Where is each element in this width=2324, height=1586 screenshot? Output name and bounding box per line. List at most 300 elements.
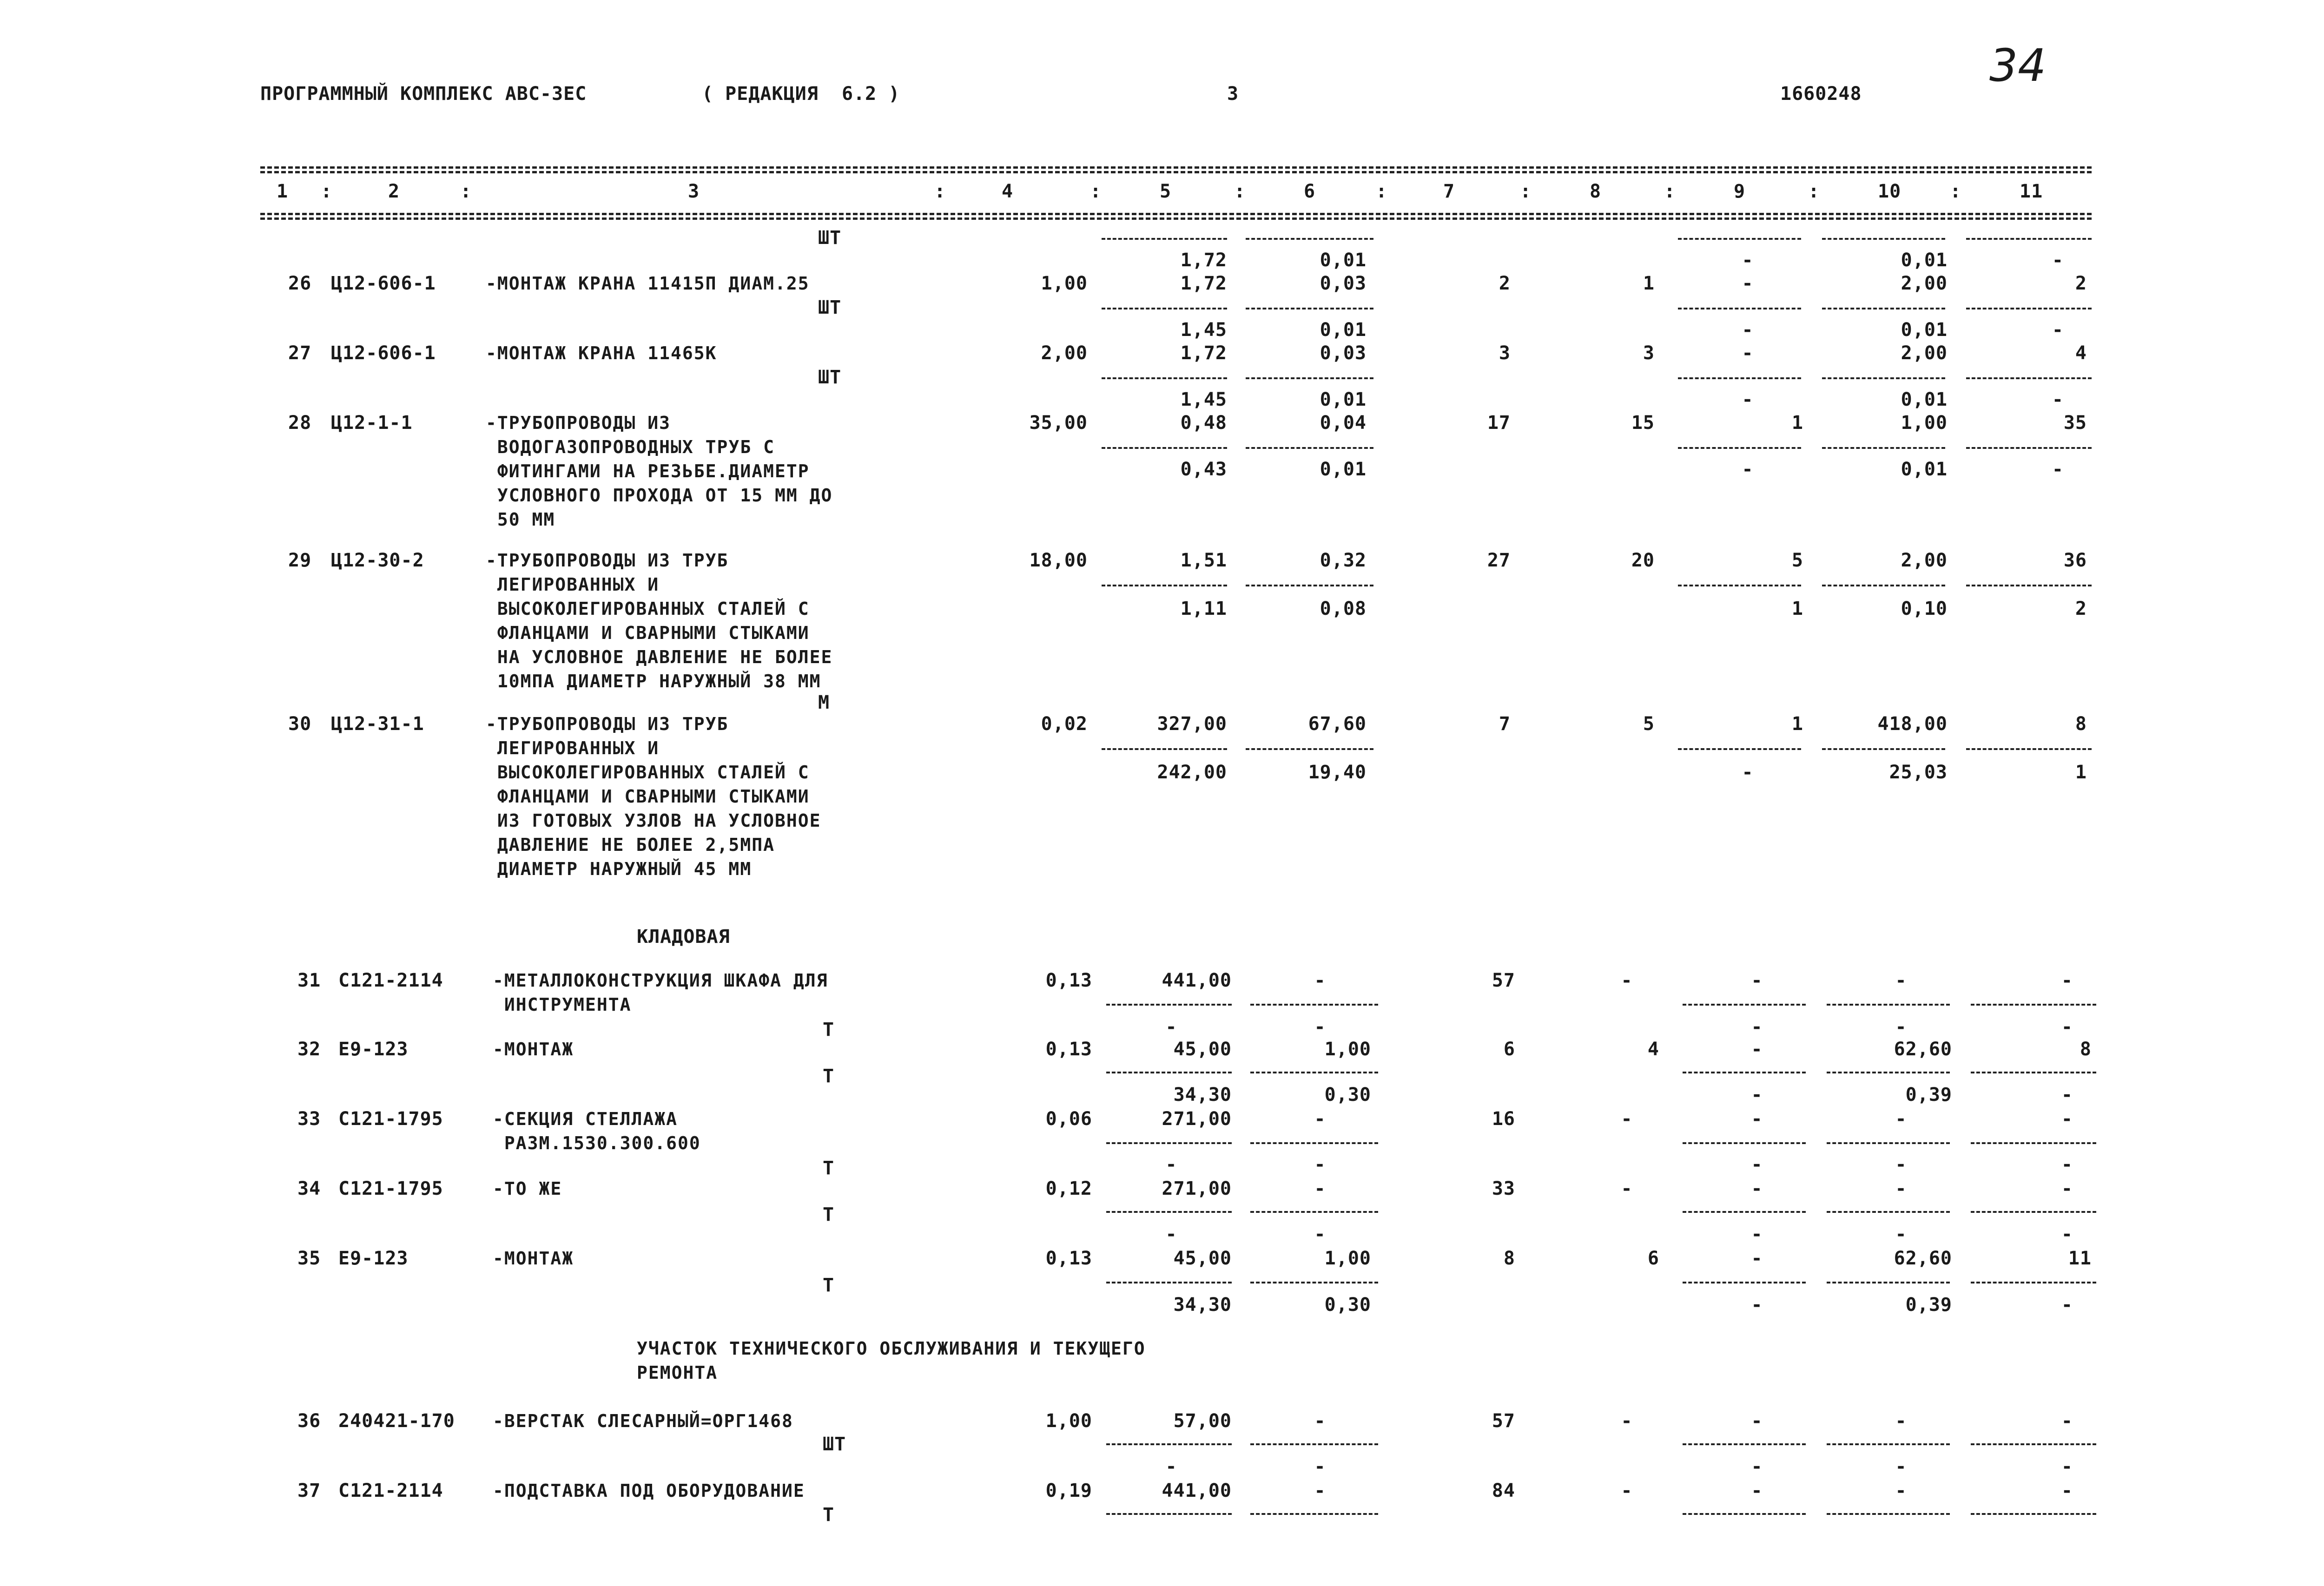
rule [1827, 1142, 1950, 1144]
row-code: С121-1795 [338, 1178, 443, 1199]
row-unit: Т [823, 1504, 835, 1526]
row-code: С121-2114 [338, 970, 443, 991]
cell-col9-bottom: - [1751, 1294, 1763, 1316]
col-sep: : [1376, 181, 1388, 202]
col-sep: : [1090, 181, 1102, 202]
row-code: Ц12-606-1 [331, 273, 436, 294]
header-rule-top [260, 166, 2092, 169]
cell-col9: - [1751, 970, 1763, 991]
cell-col10-bottom: 0,39 [1905, 1294, 1952, 1316]
cell-col9: - [1751, 1178, 1763, 1199]
cell-col10: 418,00 [1877, 713, 1948, 735]
cell-col5: 45,00 [1173, 1039, 1232, 1060]
rule [1827, 1513, 1950, 1515]
cell-col8: 3 [1643, 342, 1655, 364]
cell-col10-top: 0,01 [1901, 319, 1948, 341]
row-number: 35 [297, 1248, 321, 1269]
cell-col5-bottom: 0,43 [1180, 459, 1227, 480]
rule [1106, 1004, 1232, 1006]
cell-col6-top: 0,01 [1320, 250, 1367, 271]
cell-col5: 327,00 [1157, 713, 1227, 735]
rule [1106, 1513, 1232, 1515]
program-title: ПРОГРАММНЫЙ КОМПЛЕКС АВС-3ЕС [260, 83, 587, 105]
rule [1106, 1072, 1232, 1073]
cell-col4: 0,19 [1045, 1480, 1092, 1501]
row-description: -ПОДСТАВКА ПОД ОБОРУДОВАНИЕ [493, 1481, 805, 1501]
row-code: Е9-123 [338, 1248, 409, 1269]
rule [1102, 447, 1227, 449]
row-code: Ц12-1-1 [331, 412, 413, 434]
cell-col11: 4 [2075, 342, 2087, 364]
cell-col5-top: - [1165, 1016, 1177, 1038]
cell-col11-bottom: - [2061, 1294, 2073, 1316]
cell-col5: 0,48 [1180, 412, 1227, 434]
cell-col9: - [1751, 1410, 1763, 1432]
cell-col10: 62,60 [1894, 1248, 1952, 1269]
rule [1971, 1142, 2096, 1144]
cell-col6: 0,04 [1320, 412, 1367, 434]
col-10: 10 [1878, 181, 1901, 202]
cell-col5-top: - [1165, 1154, 1177, 1175]
cell-col6-bottom: 0,30 [1324, 1294, 1371, 1316]
cell-col9: 5 [1791, 550, 1803, 571]
cell-col8: - [1621, 1178, 1633, 1199]
col-3: 3 [688, 181, 700, 202]
cell-col10: - [1895, 970, 1907, 991]
cell-col4: 18,00 [1029, 550, 1088, 571]
rule [1678, 585, 1801, 586]
rule [1678, 748, 1801, 750]
cell-col5: 1,51 [1180, 550, 1227, 571]
cell-col8: - [1621, 1480, 1633, 1501]
cell-col6: 0,32 [1320, 550, 1367, 571]
rule [1250, 1443, 1378, 1445]
cell-col8: - [1621, 1410, 1633, 1432]
row-number: 32 [297, 1039, 321, 1060]
row-number: 31 [297, 970, 321, 991]
col-sep: : [1664, 181, 1676, 202]
rule [1250, 1513, 1378, 1515]
cell-col10-top: - [1895, 1456, 1907, 1477]
cell-col4: 0,06 [1045, 1108, 1092, 1130]
cell-col11-top: - [2061, 1224, 2073, 1245]
row-code: Ц12-31-1 [331, 713, 424, 735]
cell-col7: 27 [1487, 550, 1511, 571]
cell-col5-bottom: 34,30 [1173, 1084, 1232, 1106]
rule [1106, 1211, 1232, 1213]
cell-col9: - [1751, 1108, 1763, 1130]
cell-col5-top: - [1165, 1456, 1177, 1477]
cell-col11: 35 [2063, 412, 2087, 434]
cell-col6-top: 0,01 [1320, 389, 1367, 410]
rule [1246, 238, 1373, 240]
rule [1683, 1513, 1806, 1515]
cell-col5-bottom: 242,00 [1157, 762, 1227, 783]
row-description: -ТО ЖЕ [493, 1178, 562, 1199]
cell-col7: 84 [1492, 1480, 1515, 1501]
row-description: -ТРУБОПРОВОДЫ ИЗ ТРУБ ЛЕГИРОВАННЫХ И ВЫСОКОЛЕГИРОВАННЫХ СТАЛЕЙ С ФЛАНЦАМИ И СВАРНЫМИ СТЫКАМИ ИЗ ГОТОВЫХ УЗЛОВ НА УСЛОВНОЕ ДАВЛЕНИЕ НЕ БОЛЕЕ 2,5МПА ДИАМЕТР НАРУЖНЫЙ 45 ММ [486, 714, 821, 879]
row-description: -ТРУБОПРОВОДЫ ИЗ ТРУБ ЛЕГИРОВАННЫХ И ВЫСОКОЛЕГИРОВАННЫХ СТАЛЕЙ С ФЛАНЦАМИ И СВАРНЫМИ СТЫКАМИ НА УСЛОВНОЕ ДАВЛЕНИЕ НЕ БОЛЕЕ 10МПА ДИАМЕТР НАРУЖНЫЙ 38 ММ [486, 550, 833, 691]
cell-col11-top: - [2052, 389, 2064, 410]
cell-col9: 1 [1791, 412, 1803, 434]
cell-col9-top: - [1751, 1016, 1763, 1038]
cell-col5-top: 1,45 [1180, 319, 1227, 341]
rule [1971, 1282, 2096, 1283]
rule [1102, 748, 1227, 750]
cell-col4: 0,12 [1045, 1178, 1092, 1199]
row-description: -МОНТАЖ [493, 1039, 574, 1060]
cell-col6: 1,00 [1324, 1248, 1371, 1269]
rule [1966, 585, 2092, 586]
cell-col5: 1,72 [1180, 342, 1227, 364]
row-number: 29 [288, 550, 312, 571]
cell-col7: 57 [1492, 1410, 1515, 1432]
rule [1966, 308, 2092, 309]
col-sep: : [934, 181, 946, 202]
rule [1102, 377, 1227, 379]
row-code: С121-1795 [338, 1108, 443, 1130]
row-unit: ШТ [818, 367, 842, 388]
cell-col6: - [1314, 1108, 1326, 1130]
cell-col10-bottom: 25,03 [1889, 762, 1948, 783]
col-4: 4 [1002, 181, 1014, 202]
rule [1827, 1211, 1950, 1213]
rule [1822, 447, 1945, 449]
rule [1246, 447, 1373, 449]
rule [1250, 1004, 1378, 1006]
cell-col8: 4 [1647, 1039, 1659, 1060]
rule [1971, 1211, 2096, 1213]
row-number: 30 [288, 713, 312, 735]
cell-col9-bottom: - [1742, 762, 1754, 783]
cell-col11-top: - [2061, 1154, 2073, 1175]
col-5: 5 [1160, 181, 1172, 202]
cell-col11-bottom: - [2052, 459, 2064, 480]
rule [1822, 238, 1945, 240]
rule [1683, 1211, 1806, 1213]
cell-col6: - [1314, 1178, 1326, 1199]
cell-col9-top: - [1742, 319, 1754, 341]
section-heading: КЛАДОВАЯ [637, 926, 730, 948]
cell-col10-top: 0,01 [1901, 250, 1948, 271]
cell-col7: 7 [1499, 713, 1511, 735]
col-sep: : [1950, 181, 1962, 202]
row-code: С121-2114 [338, 1480, 443, 1501]
rule [1966, 238, 2092, 240]
cell-col5: 441,00 [1162, 1480, 1232, 1501]
col-11: 11 [2020, 181, 2043, 202]
row-unit: ШТ [818, 227, 842, 249]
rule [1678, 377, 1801, 379]
row-number: 34 [297, 1178, 321, 1199]
rule [1971, 1443, 2096, 1445]
cell-col7: 16 [1492, 1108, 1515, 1130]
cell-col11: - [2061, 1480, 2073, 1501]
row-description: -МЕТАЛЛОКОНСТРУКЦИЯ ШКАФА ДЛЯ ИНСТРУМЕНТА [493, 970, 828, 1015]
document-code: 1660248 [1780, 83, 1862, 105]
cell-col6: 67,60 [1308, 713, 1367, 735]
cell-col5: 441,00 [1162, 970, 1232, 991]
cell-col7: 17 [1487, 412, 1511, 434]
row-number: 28 [288, 412, 312, 434]
col-6: 6 [1304, 181, 1316, 202]
rule [1246, 748, 1373, 750]
row-number: 27 [288, 342, 312, 364]
cell-col11-top: - [2061, 1016, 2073, 1038]
cell-col7: 6 [1503, 1039, 1515, 1060]
rule [1683, 1142, 1806, 1144]
col-7: 7 [1443, 181, 1455, 202]
cell-col6-bottom: 0,30 [1324, 1084, 1371, 1106]
edition-label: ( РЕДАКЦИЯ 6.2 ) [702, 83, 900, 105]
cell-col7: 8 [1503, 1248, 1515, 1269]
rule [1246, 585, 1373, 586]
cell-col9: - [1751, 1039, 1763, 1060]
cell-col9-bottom: 1 [1791, 598, 1803, 619]
row-description: -МОНТАЖ КРАНА 11415П ДИАМ.25 [486, 273, 810, 294]
cell-col11: 11 [2068, 1248, 2092, 1269]
rule [1827, 1443, 1950, 1445]
col-9: 9 [1734, 181, 1746, 202]
row-code: Е9-123 [338, 1039, 409, 1060]
cell-col5-top: 1,72 [1180, 250, 1227, 271]
col-sep: : [321, 181, 333, 202]
cell-col6: - [1314, 970, 1326, 991]
cell-col8: 6 [1647, 1248, 1659, 1269]
cell-col10: - [1895, 1480, 1907, 1501]
cell-col9-top: - [1751, 1224, 1763, 1245]
cell-col11: - [2061, 970, 2073, 991]
cell-col10-top: 0,01 [1901, 389, 1948, 410]
cell-col8: - [1621, 1108, 1633, 1130]
cell-col11: - [2061, 1178, 2073, 1199]
rule [1966, 748, 2092, 750]
cell-col9: 1 [1791, 713, 1803, 735]
rule [1246, 308, 1373, 309]
row-code: Ц12-606-1 [331, 342, 436, 364]
cell-col8: 1 [1643, 273, 1655, 294]
cell-col6-top: - [1314, 1016, 1326, 1038]
row-unit: Т [823, 1019, 835, 1040]
cell-col11-top: - [2052, 250, 2064, 271]
cell-col6: - [1314, 1410, 1326, 1432]
cell-col4: 0,13 [1045, 1039, 1092, 1060]
cell-col5: 271,00 [1162, 1178, 1232, 1199]
cell-col5-top: 1,45 [1180, 389, 1227, 410]
cell-col4: 1,00 [1041, 273, 1088, 294]
rule [1971, 1004, 2096, 1006]
cell-col9: - [1751, 1480, 1763, 1501]
col-8: 8 [1590, 181, 1602, 202]
cell-col10-top: - [1895, 1016, 1907, 1038]
rule [1106, 1443, 1232, 1445]
row-number: 26 [288, 273, 312, 294]
cell-col10-top: - [1895, 1224, 1907, 1245]
cell-col10-top: - [1895, 1154, 1907, 1175]
cell-col6-bottom: 0,08 [1320, 598, 1367, 619]
cell-col8: 20 [1631, 550, 1655, 571]
cell-col4: 1,00 [1045, 1410, 1092, 1432]
cell-col11: 8 [2075, 713, 2087, 735]
cell-col11-top: - [2052, 319, 2064, 341]
row-unit: ШТ [818, 297, 842, 318]
cell-col9-top: - [1742, 389, 1754, 410]
cell-col9: - [1751, 1248, 1763, 1269]
cell-col6-top: - [1314, 1154, 1326, 1175]
rule [1106, 1142, 1232, 1144]
rule [1683, 1443, 1806, 1445]
cell-col7: 57 [1492, 970, 1515, 991]
row-unit: М [818, 692, 830, 713]
col-sep: : [460, 181, 472, 202]
rule [1102, 308, 1227, 309]
cell-col5: 45,00 [1173, 1248, 1232, 1269]
cell-col10: 62,60 [1894, 1039, 1952, 1060]
cell-col11: - [2061, 1108, 2073, 1130]
rule [1250, 1072, 1378, 1073]
cell-col11-bottom: - [2061, 1084, 2073, 1106]
col-1: 1 [277, 181, 289, 202]
cell-col6: 0,03 [1320, 342, 1367, 364]
cell-col6-top: 0,01 [1320, 319, 1367, 341]
row-unit: Т [823, 1204, 835, 1225]
row-code: 240421-170 [338, 1410, 455, 1432]
rule [1822, 377, 1945, 379]
cell-col4: 0,13 [1045, 970, 1092, 991]
rule [1827, 1004, 1950, 1006]
row-description: -СЕКЦИЯ СТЕЛЛАЖА РАЗМ.1530.300.600 [493, 1109, 701, 1153]
cell-col9: - [1742, 273, 1754, 294]
cell-col10: - [1895, 1178, 1907, 1199]
rule [1683, 1004, 1806, 1006]
cell-col10-bottom: 0,10 [1901, 598, 1948, 619]
cell-col6: 1,00 [1324, 1039, 1371, 1060]
cell-col10: - [1895, 1410, 1907, 1432]
row-number: 36 [297, 1410, 321, 1432]
cell-col11: - [2061, 1410, 2073, 1432]
row-unit: ШТ [823, 1434, 846, 1455]
row-unit: Т [823, 1066, 835, 1087]
cell-col6-top: - [1314, 1224, 1326, 1245]
cell-col5-top: - [1165, 1224, 1177, 1245]
cell-col11: 8 [2080, 1039, 2092, 1060]
cell-col10: - [1895, 1108, 1907, 1130]
page-number: 3 [1227, 83, 1239, 105]
row-description: -ТРУБОПРОВОДЫ ИЗ ВОДОГАЗОПРОВОДНЫХ ТРУБ С ФИТИНГАМИ НА РЕЗЬБЕ.ДИАМЕТР УСЛОВНОГО ПРОХОДА ОТ 15 ММ ДО 50 ММ [486, 413, 833, 530]
rule [1683, 1282, 1806, 1283]
cell-col9: - [1742, 342, 1754, 364]
row-code: Ц12-30-2 [331, 550, 424, 571]
rule [1822, 585, 1945, 586]
cell-col9-top: - [1742, 250, 1754, 271]
cell-col10: 2,00 [1901, 550, 1948, 571]
cell-col5-bottom: 1,11 [1180, 598, 1227, 619]
cell-col11-bottom: 2 [2075, 598, 2087, 619]
row-number: 33 [297, 1108, 321, 1130]
cell-col11: 36 [2063, 550, 2087, 571]
cell-col6-bottom: 19,40 [1308, 762, 1367, 783]
header-rule-bottom-2 [260, 217, 2092, 220]
rule [1102, 238, 1227, 240]
cell-col4: 35,00 [1029, 412, 1088, 434]
col-2: 2 [388, 181, 400, 202]
cell-col10: 2,00 [1901, 342, 1948, 364]
cell-col8: - [1621, 970, 1633, 991]
cell-col7: 2 [1499, 273, 1511, 294]
cell-col6: - [1314, 1480, 1326, 1501]
rule [1250, 1282, 1378, 1283]
cell-col11-top: - [2061, 1456, 2073, 1477]
cell-col8: 5 [1643, 713, 1655, 735]
cell-col8: 15 [1631, 412, 1655, 434]
rule [1678, 308, 1801, 309]
row-unit: Т [823, 1275, 835, 1296]
row-unit: Т [823, 1158, 835, 1179]
cell-col6: 0,03 [1320, 273, 1367, 294]
rule [1966, 447, 2092, 449]
rule [1966, 377, 2092, 379]
cell-col7: 33 [1492, 1178, 1515, 1199]
cell-col5: 1,72 [1180, 273, 1227, 294]
cell-col10-bottom: 0,01 [1901, 459, 1948, 480]
handwritten-page-number: 34 [1989, 39, 2047, 92]
rule [1971, 1072, 2096, 1073]
section-heading: УЧАСТОК ТЕХНИЧЕСКОГО ОБСЛУЖИВАНИЯ И ТЕКУЩЕГО РЕМОНТА [637, 1338, 1146, 1383]
cell-col6-bottom: 0,01 [1320, 459, 1367, 480]
rule [1827, 1282, 1950, 1283]
rule [1678, 238, 1801, 240]
cell-col4: 2,00 [1041, 342, 1088, 364]
cell-col5: 57,00 [1173, 1410, 1232, 1432]
row-description: -МОНТАЖ КРАНА 11465К [486, 343, 717, 363]
cell-col5-bottom: 34,30 [1173, 1294, 1232, 1316]
col-sep: : [1234, 181, 1246, 202]
cell-col6-top: - [1314, 1456, 1326, 1477]
col-sep: : [1808, 181, 1820, 202]
cell-col4: 0,02 [1041, 713, 1088, 735]
cell-col10-bottom: 0,39 [1905, 1084, 1952, 1106]
cell-col9-bottom: - [1751, 1084, 1763, 1106]
rule [1102, 585, 1227, 586]
cell-col5: 271,00 [1162, 1108, 1232, 1130]
header-rule-top-2 [260, 171, 2092, 173]
rule [1971, 1513, 2096, 1515]
rule [1822, 748, 1945, 750]
header-rule-bottom [260, 213, 2092, 215]
cell-col10: 1,00 [1901, 412, 1948, 434]
rule [1246, 377, 1373, 379]
rule [1822, 308, 1945, 309]
rule [1250, 1211, 1378, 1213]
rule [1678, 447, 1801, 449]
cell-col9-top: - [1751, 1456, 1763, 1477]
cell-col10: 2,00 [1901, 273, 1948, 294]
col-sep: : [1520, 181, 1532, 202]
cell-col4: 0,13 [1045, 1248, 1092, 1269]
cell-col11: 2 [2075, 273, 2087, 294]
cell-col9-bottom: - [1742, 459, 1754, 480]
rule [1683, 1072, 1806, 1073]
rule [1827, 1072, 1950, 1073]
row-number: 37 [297, 1480, 321, 1501]
cell-col7: 3 [1499, 342, 1511, 364]
row-description: -ВЕРСТАК СЛЕСАРНЫЙ=ОРГ1468 [493, 1411, 793, 1431]
row-description: -МОНТАЖ [493, 1248, 574, 1269]
rule [1106, 1282, 1232, 1283]
cell-col9-top: - [1751, 1154, 1763, 1175]
rule [1250, 1142, 1378, 1144]
cell-col11-bottom: 1 [2075, 762, 2087, 783]
